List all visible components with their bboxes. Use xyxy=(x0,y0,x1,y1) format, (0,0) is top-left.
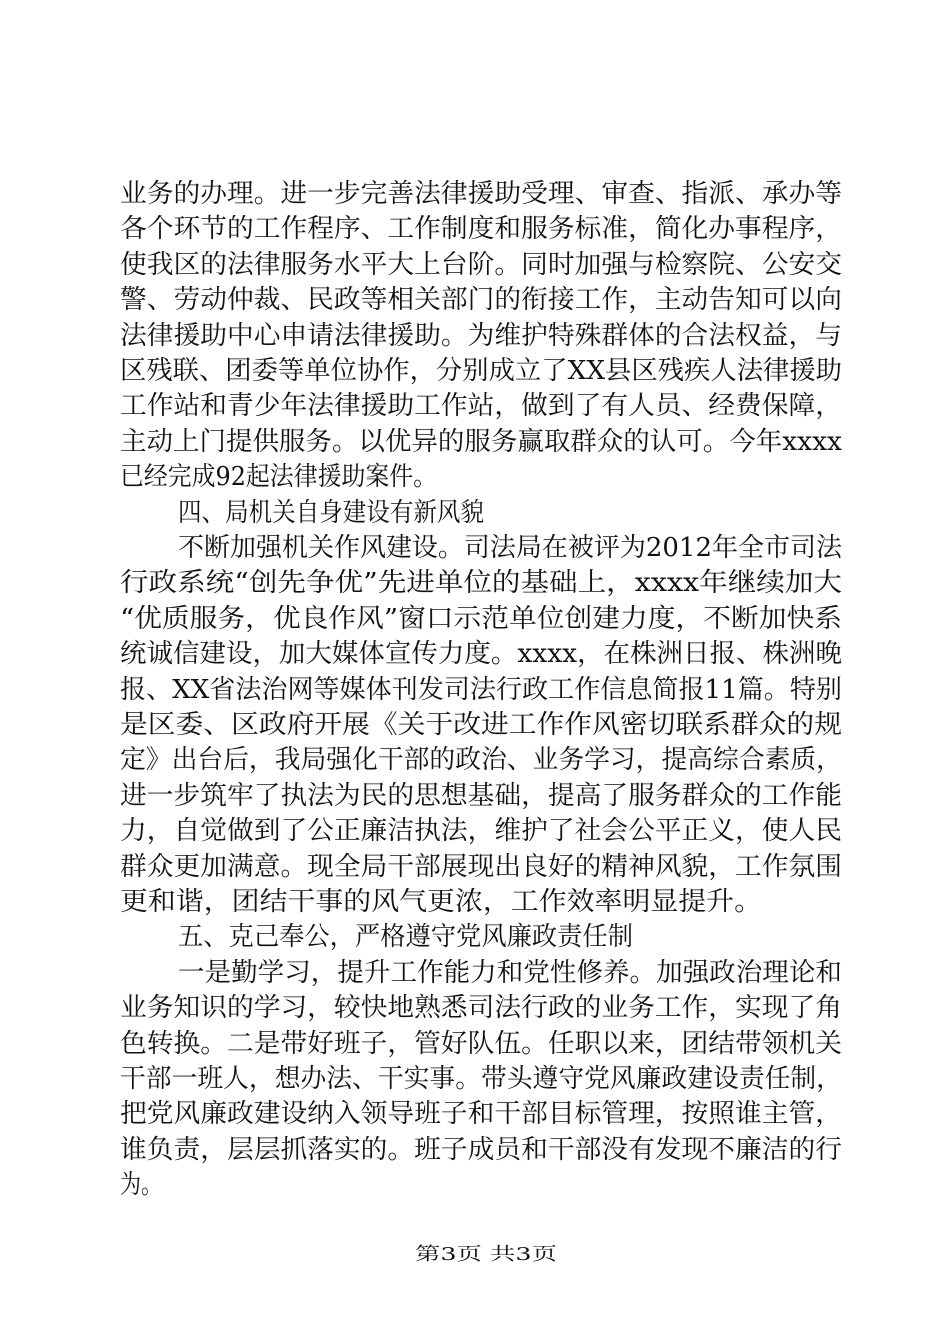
text-line xyxy=(0,1024,950,1064)
line-text: 谁负责，层层抓落实的。班子成员和干部没有发现不廉洁的行 xyxy=(120,1134,843,1165)
line-text: 主动上门提供服务。以优异的服务赢取群众的认可。今年xxxx xyxy=(120,426,842,457)
text-line xyxy=(0,847,950,887)
line-text: 各个环节的工作程序、工作制度和服务标准，简化办事程序， xyxy=(120,214,843,245)
line-text: 进一步筑牢了执法为民的思想基础，提高了服务群众的工作能 xyxy=(120,780,843,811)
section-heading-text: 四、局机关自身建设有新风貌 xyxy=(178,497,485,528)
line-text: 把党风廉政建设纳入领导班子和干部目标管理，按照谁主管， xyxy=(120,1099,843,1130)
line-text: 统诚信建设，加大媒体宣传力度。xxxx，在株洲日报、株洲晚 xyxy=(120,639,842,670)
text-line xyxy=(0,457,950,497)
text-line xyxy=(0,174,950,214)
line-text: 法律援助中心申请法律援助。为维护特殊群体的合法权益，与 xyxy=(120,320,843,351)
text-line xyxy=(0,1130,950,1170)
line-text: 已经完成92起法律援助案件。 xyxy=(120,462,438,493)
text-line xyxy=(0,776,950,816)
section-heading xyxy=(0,917,950,957)
section-heading-text: 五、克己奉公，严格遵守党风廉政责任制 xyxy=(178,922,634,953)
text-line xyxy=(0,209,950,249)
text-line xyxy=(0,953,950,993)
text-line xyxy=(0,705,950,745)
line-text: 业务的办理。进一步完善法律援助受理、审查、指派、承办等 xyxy=(120,179,843,209)
line-text: 力，自觉做到了公正廉洁执法，维护了社会公平正义，使人民 xyxy=(120,816,843,847)
text-line xyxy=(0,1165,950,1205)
text-line xyxy=(0,245,950,285)
line-text: 业务知识的学习，较快地熟悉司法行政的业务工作，实现了角 xyxy=(120,993,843,1024)
line-text: 不断加强机关作风建设。司法局在被评为2012年全市司法 xyxy=(178,533,842,563)
text-line xyxy=(0,1094,950,1134)
text-line xyxy=(0,670,950,710)
text-line xyxy=(0,882,950,922)
text-line xyxy=(0,740,950,780)
text-line xyxy=(0,280,950,320)
line-text: 警、劳动仲裁、民政等相关部门的衔接工作，主动告知可以向 xyxy=(120,285,843,316)
text-line xyxy=(0,634,950,674)
text-line xyxy=(0,988,950,1028)
page-footer xyxy=(0,1240,950,1270)
section-heading xyxy=(0,493,950,533)
text-line xyxy=(0,563,950,603)
line-text: 定》出台后，我局强化干部的政治、业务学习，提高综合素质， xyxy=(120,745,842,776)
page-number: 第3页 共3页 xyxy=(415,1244,558,1265)
text-line xyxy=(0,386,950,426)
line-text: 色转换。二是带好班子，管好队伍。任职以来，团结带领机关 xyxy=(120,1028,843,1059)
line-text: 为。 xyxy=(120,1170,162,1201)
text-line xyxy=(0,316,950,356)
line-text: 行政系统“创先争优”先进单位的基础上，xxxx年继续加大 xyxy=(120,568,842,599)
line-text: 是区委、区政府开展《关于改进工作作风密切联系群众的规 xyxy=(120,710,842,740)
text-line xyxy=(0,1059,950,1099)
line-text: 群众更加满意。现全局干部展现出良好的精神风貌，工作氛围 xyxy=(120,851,843,882)
line-text: 干部一班人，想办法、干实事。带头遵守党风廉政建设责任制， xyxy=(120,1064,842,1094)
line-text: 一是勤学习，提升工作能力和党性修养。加强政治理论和 xyxy=(178,957,842,988)
line-text: 使我区的法律服务水平大上台阶。同时加强与检察院、公安交 xyxy=(120,249,843,280)
text-line xyxy=(0,528,950,568)
text-line xyxy=(0,351,950,391)
line-text: 报、XX省法治网等媒体刊发司法行政工作信息简报11篇。特别 xyxy=(120,674,842,705)
text-line xyxy=(0,599,950,639)
text-line xyxy=(0,422,950,462)
text-line xyxy=(0,811,950,851)
line-text: 区残联、团委等单位协作，分别成立了XX县区残疾人法律援助 xyxy=(120,356,843,386)
line-text: 更和谐，团结干事的风气更浓，工作效率明显提升。 xyxy=(120,887,763,917)
line-text: “优质服务，优良作风”窗口示范单位创建力度，不断加快系 xyxy=(120,603,842,634)
line-text: 工作站和青少年法律援助工作站，做到了有人员、经费保障， xyxy=(120,391,843,422)
